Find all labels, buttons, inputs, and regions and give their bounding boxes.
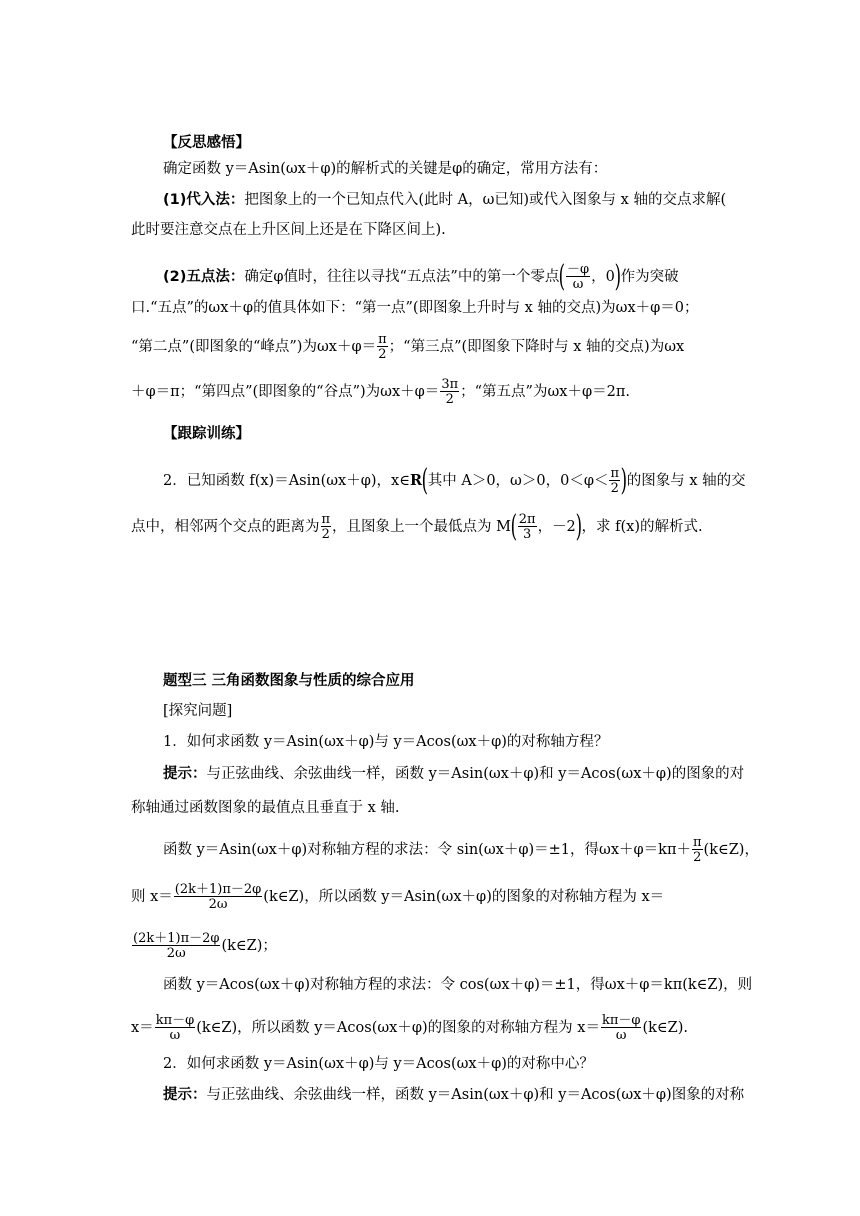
method2-after: 作为突破 bbox=[620, 269, 679, 285]
fraction-pi-2: $\frac{\pi}{2}$ bbox=[378, 332, 387, 362]
cos-method-line: 函数 y＝Acos(ωx＋φ)对称轴方程的求法：令 cos(ωx＋φ)＝±1，得ωx＋φ＝kπ(k∈Z)，则 bbox=[163, 977, 753, 993]
fraction-pi-2d: $\frac{\pi}{2}$ bbox=[693, 835, 702, 865]
heading-type3: 题型三 三角函数图象与性质的综合应用 bbox=[163, 673, 415, 689]
fraction-3pi-2: $\frac{3\pi}{2}$ bbox=[441, 377, 459, 407]
fraction-cos-axis: $\frac{k\pi-\varphi}{\omega}$ bbox=[155, 1013, 195, 1043]
method2-line: (2)五点法：确定φ值时，往往以寻找“五点法”中的第一个零点( $\frac{-\varphi}{\omega}$ ，0)作为突破 bbox=[163, 259, 679, 294]
hint-1b: 称轴通过函数图象的最值点且垂直于 x 轴. bbox=[131, 800, 400, 816]
five-point-line-a: 口.“五点”的ωx＋φ的值具体如下：“第一点”(即图象上升时与 x 轴的交点)为ωx＋φ＝0； bbox=[131, 300, 699, 316]
sin-method-line3: $\frac{(2k+1)\pi-2\varphi}{2\omega}$ (k∈Z)； bbox=[133, 931, 277, 961]
question-2: 2．如何求函数 y＝Asin(ωx＋φ)与 y＝Acos(ωx＋φ)的对称中心？ bbox=[163, 1056, 594, 1072]
method1-line bbox=[163, 190, 726, 210]
fraction-pi-2c: $\frac{\pi}{2}$ bbox=[321, 512, 331, 542]
exercise-line2: 点中，相邻两个交点的距离为 $\frac{\pi}{2}$ ，且图象上一个最低点为 M( $\frac{2\pi}{3}$ ，－2)，求 f(x)的解析式. bbox=[131, 509, 703, 544]
fraction-symaxis-2: $\frac{(2k+1)\pi-2\varphi}{2\omega}$ bbox=[133, 931, 220, 961]
fraction-neg-phi-omega: $\frac{-\varphi}{\omega}$ bbox=[567, 262, 590, 292]
question-1: 1．如何求函数 y＝Asin(ωx＋φ)与 y＝Acos(ωx＋φ)的对称轴方程？ bbox=[163, 734, 609, 750]
fraction-symaxis: $\frac{(2k+1)\pi-2\varphi}{2\omega}$ bbox=[174, 882, 262, 912]
fraction-2pi-3: $\frac{2\pi}{3}$ bbox=[518, 512, 536, 542]
sin-method-line2: 则 x＝ $\frac{(2k+1)\pi-2\varphi}{2\omega}$ (k∈Z)，所以函数 y＝Asin(ωx＋φ)的图象的对称轴方程为 x＝ bbox=[131, 882, 665, 912]
method2-text: 确定φ值时，往往以寻找“五点法”中的第一个零点 bbox=[244, 269, 560, 285]
five-point-line-b: “第二点”(即图象的“峰点”)为ωx＋φ＝ $\frac{\pi}{2}$ ；“第三点”(即图象下降时与 x 轴的交点)为ωx bbox=[131, 332, 685, 362]
exercise-line1: 2．已知函数 f(x)＝Asin(ωx＋φ)，x∈R(其中 A＞0，ω＞0，0＜φ＜ $\frac{\pi}{2}$ )的图象与 x 轴的交 bbox=[163, 463, 746, 498]
heading-reflection: 【反思感悟】 bbox=[163, 135, 250, 151]
sub-heading: [探究问题] bbox=[163, 703, 233, 719]
hint-1: 提示：与正弦曲线、余弦曲线一样，函数 y＝Asin(ωx＋φ)和 y＝Acos(ωx＋φ)的图象的对 bbox=[163, 766, 745, 782]
cos-method-line2: x＝ $\frac{k\pi-\varphi}{\omega}$ (k∈Z)，所以函数 y＝Acos(ωx＋φ)的图象的对称轴方程为 x＝ $\frac{k\pi-\varphi}{\omega}$ (k∈Z). bbox=[131, 1013, 689, 1043]
right-paren: ) bbox=[614, 259, 621, 294]
hint-2: 提示：与正弦曲线、余弦曲线一样，函数 y＝Asin(ωx＋φ)和 y＝Acos(ωx＋φ)图象的对称 bbox=[163, 1087, 745, 1103]
method2-title: (2)五点法： bbox=[163, 269, 245, 285]
method1-line2: 此时要注意交点在上升区间上还是在下降区间上). bbox=[131, 222, 446, 238]
fraction-cos-axis-2: $\frac{k\pi-\varphi}{\omega}$ bbox=[601, 1013, 641, 1043]
method1-title: (1)代入法： bbox=[163, 192, 245, 208]
left-paren: ( bbox=[558, 259, 566, 294]
fraction-pi-2b: $\frac{\pi}{2}$ bbox=[610, 466, 620, 496]
method1-text: 把图象上的一个已知点代入(此时 A，ω已知)或代入图象与 x 轴的交点求解( bbox=[244, 192, 727, 208]
sin-method-line: 函数 y＝Asin(ωx＋φ)对称轴方程的求法：令 sin(ωx＋φ)＝±1，得ωx＋φ＝kπ＋ $\frac{\pi}{2}$ (k∈Z)， bbox=[163, 835, 759, 865]
five-point-line-c: ＋φ＝π；“第四点”(即图象的“谷点”)为ωx＋φ＝ $\frac{3\pi}{2}$ ；“第五点”为ωx＋φ＝2π. bbox=[131, 377, 630, 407]
intro-text: 确定函数 y＝Asin(ωx＋φ)的解析式的关键是φ的确定，常用方法有： bbox=[163, 161, 608, 177]
heading-training: 【跟踪训练】 bbox=[163, 426, 250, 442]
